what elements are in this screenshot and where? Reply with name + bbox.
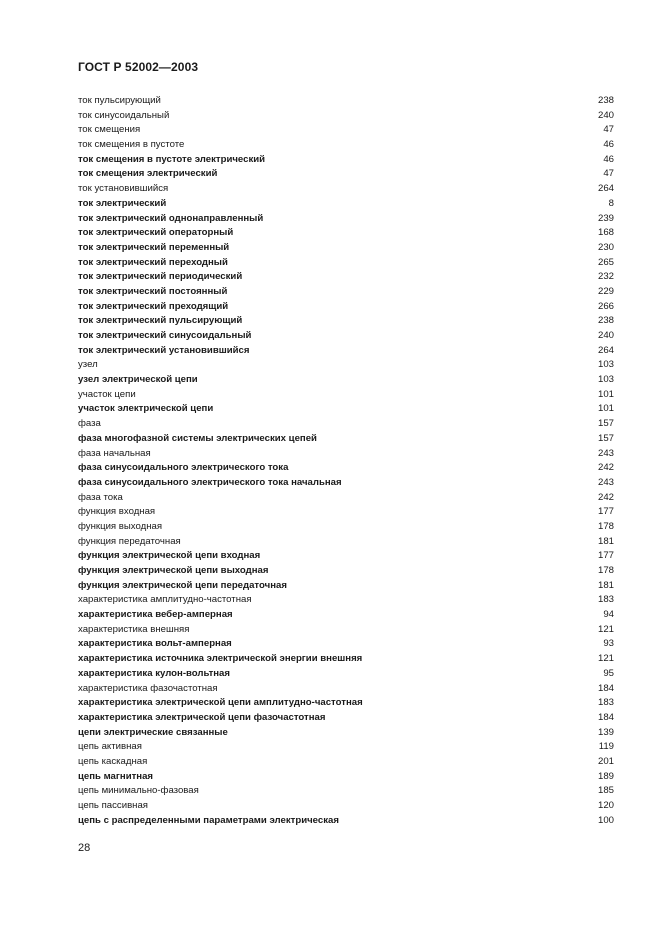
index-page-number: 264 — [597, 344, 614, 356]
index-entry — [78, 241, 614, 256]
index-entry — [78, 402, 614, 417]
index-page-number: 184 — [597, 711, 614, 723]
index-page-number: 229 — [597, 285, 614, 297]
index-entry — [78, 711, 614, 726]
index-page-number: 94 — [603, 609, 614, 621]
index-entry — [78, 270, 614, 285]
index-term: фаза синусоидального электрического тока начальная — [78, 476, 342, 488]
index-term: цепь каскадная — [78, 755, 148, 767]
index-entry — [78, 770, 614, 785]
index-page-number: 47 — [603, 124, 614, 136]
index-page-number: 46 — [603, 153, 614, 165]
index-page-number: 242 — [597, 491, 614, 503]
index-page-number: 95 — [603, 667, 614, 679]
index-page-number: 264 — [597, 183, 614, 195]
index-entry — [78, 608, 614, 623]
index-entry — [78, 549, 614, 564]
index-term: функция электрической цепи выходная — [78, 565, 269, 576]
index-term: цепи электрические связанные — [78, 726, 228, 738]
index-page-number: 240 — [597, 109, 614, 121]
index-term: ток синусоидальный — [78, 109, 170, 121]
index-entry — [78, 520, 614, 535]
index-page-number: 183 — [597, 594, 614, 606]
index-term: функция входная — [78, 506, 156, 518]
index-term: характеристика электрической цепи амплитудно-частотная — [78, 697, 363, 709]
index-entry — [78, 667, 614, 682]
index-term: ток электрический однонаправленный — [78, 212, 264, 224]
index-term: ток смещения — [78, 124, 141, 136]
index-page-number: 240 — [597, 330, 614, 341]
index-entry — [78, 652, 614, 667]
index-page-number: 121 — [597, 653, 614, 665]
index-entry — [78, 432, 614, 447]
index-term: фаза многофазной системы электрических цепей — [78, 432, 317, 444]
index-page-number: 120 — [597, 800, 614, 811]
index-entry — [78, 167, 614, 182]
index-page-number: 157 — [597, 432, 614, 444]
index-page-number: 189 — [597, 770, 614, 782]
index-page-number: 101 — [597, 403, 614, 415]
index-entry — [78, 388, 614, 403]
index-entry — [78, 682, 614, 697]
index-term: фаза — [78, 418, 101, 430]
index-term: характеристика кулон-вольтная — [78, 667, 230, 679]
index-entry — [78, 344, 614, 359]
index-entry — [78, 564, 614, 579]
index-term: характеристика электрической цепи фазочастотная — [78, 711, 326, 723]
index-page-number: 93 — [603, 638, 614, 650]
index-term: характеристика внешняя — [78, 623, 190, 635]
index-page-number: 238 — [597, 95, 614, 106]
index-term: функция выходная — [78, 520, 163, 532]
index-term: цепь с распределенными параметрами электрическая — [78, 814, 339, 826]
index-term: цепь пассивная — [78, 800, 148, 811]
index-page-number: 177 — [597, 506, 614, 518]
index-term: участок электрической цепи — [78, 403, 214, 415]
index-entry — [78, 461, 614, 476]
index-term: ток электрический пульсирующий — [78, 315, 243, 327]
index-entry — [78, 138, 614, 153]
index-term: узел электрической цепи — [78, 374, 198, 386]
index-entry — [78, 447, 614, 462]
index-page-number: 232 — [597, 271, 614, 283]
index-term: ток электрический синусоидальный — [78, 330, 252, 341]
index-entry — [78, 300, 614, 315]
index-term: характеристика вебер-амперная — [78, 609, 233, 621]
index-page-number: 243 — [597, 447, 614, 459]
index-term: функция передаточная — [78, 535, 181, 547]
index-page-number: 8 — [608, 197, 614, 209]
index-page-number: 119 — [598, 741, 614, 753]
index-entry — [78, 623, 614, 638]
index-page-number: 181 — [597, 579, 614, 591]
index-page-number: 177 — [597, 550, 614, 562]
index-entry — [78, 182, 614, 197]
index-page-number: 178 — [597, 565, 614, 576]
index-entry — [78, 417, 614, 432]
index-page-number: 100 — [597, 814, 614, 826]
page-number: 28 — [78, 842, 91, 854]
index-term: ток электрический переменный — [78, 241, 230, 253]
index-entry — [78, 799, 614, 814]
index-term: ток электрический — [78, 197, 167, 209]
index-page-number: 157 — [597, 418, 614, 430]
index-term: характеристика амплитудно-частотная — [78, 594, 252, 606]
index-term: ток электрический установившийся — [78, 344, 250, 356]
index-page-number: 184 — [597, 682, 614, 694]
index-page-number: 47 — [603, 168, 614, 180]
index-page-number: 101 — [597, 388, 614, 400]
index-term: ток электрический периодический — [78, 271, 243, 283]
index-entry — [78, 726, 614, 741]
index-term: ток электрический переходный — [78, 256, 228, 268]
index-entry — [78, 740, 614, 755]
index-term: характеристика фазочастотная — [78, 682, 218, 694]
term-index-list — [78, 94, 614, 828]
index-term: ток смещения электрический — [78, 168, 218, 180]
index-entry — [78, 109, 614, 124]
index-entry — [78, 358, 614, 373]
index-page-number: 265 — [597, 256, 614, 268]
index-term: функция электрической цепи передаточная — [78, 579, 287, 591]
index-entry — [78, 314, 614, 329]
index-term: ток пульсирующий — [78, 95, 161, 106]
index-entry — [78, 212, 614, 227]
index-page-number: 243 — [597, 476, 614, 488]
index-entry — [78, 579, 614, 594]
index-entry — [78, 784, 614, 799]
index-page-number: 201 — [597, 755, 614, 767]
index-entry — [78, 226, 614, 241]
index-page-number: 181 — [597, 535, 614, 547]
index-page-number: 230 — [597, 241, 614, 253]
index-entry — [78, 505, 614, 520]
index-entry — [78, 329, 614, 344]
index-page-number: 266 — [597, 300, 614, 312]
index-entry — [78, 491, 614, 506]
index-term: цепь минимально-фазовая — [78, 785, 199, 797]
index-page-number: 168 — [597, 227, 614, 239]
index-term: фаза начальная — [78, 447, 151, 459]
index-page-number: 139 — [597, 726, 614, 738]
index-term: ток установившийся — [78, 183, 169, 195]
index-page-number: 185 — [597, 785, 614, 797]
index-entry — [78, 637, 614, 652]
index-entry — [78, 256, 614, 271]
index-term: характеристика вольт-амперная — [78, 638, 232, 650]
index-term: ток электрический постоянный — [78, 285, 228, 297]
index-page-number: 239 — [597, 212, 614, 224]
index-entry — [78, 755, 614, 770]
index-entry — [78, 476, 614, 491]
index-page-number: 121 — [597, 623, 614, 635]
index-entry — [78, 696, 614, 711]
index-entry — [78, 285, 614, 300]
index-term: участок цепи — [78, 388, 136, 400]
index-page-number: 103 — [597, 359, 614, 371]
index-entry — [78, 814, 614, 829]
index-page-number: 178 — [597, 520, 614, 532]
index-term: ток смещения в пустоте — [78, 139, 185, 151]
index-term: функция электрической цепи входная — [78, 550, 261, 562]
index-term: ток смещения в пустоте электрический — [78, 153, 266, 165]
index-term: фаза тока — [78, 491, 123, 503]
index-term: ток электрический преходящий — [78, 300, 229, 312]
index-page-number: 46 — [603, 139, 614, 151]
index-term: узел — [78, 359, 98, 371]
index-term: цепь магнитная — [78, 770, 154, 782]
index-page-number: 242 — [597, 462, 614, 474]
index-entry — [78, 535, 614, 550]
index-entry — [78, 197, 614, 212]
index-page-number: 238 — [597, 315, 614, 327]
index-term: характеристика источника электрической энергии внешняя — [78, 653, 363, 665]
index-entry — [78, 153, 614, 168]
index-page-number: 183 — [597, 697, 614, 709]
index-entry — [78, 94, 614, 109]
index-entry — [78, 123, 614, 138]
index-term: цепь активная — [78, 741, 142, 753]
index-page-number: 103 — [597, 374, 614, 386]
index-entry — [78, 593, 614, 608]
index-term: фаза синусоидального электрического тока — [78, 462, 289, 474]
index-term: ток электрический операторный — [78, 227, 234, 239]
document-header: ГОСТ Р 52002—2003 — [78, 60, 199, 74]
index-entry — [78, 373, 614, 388]
